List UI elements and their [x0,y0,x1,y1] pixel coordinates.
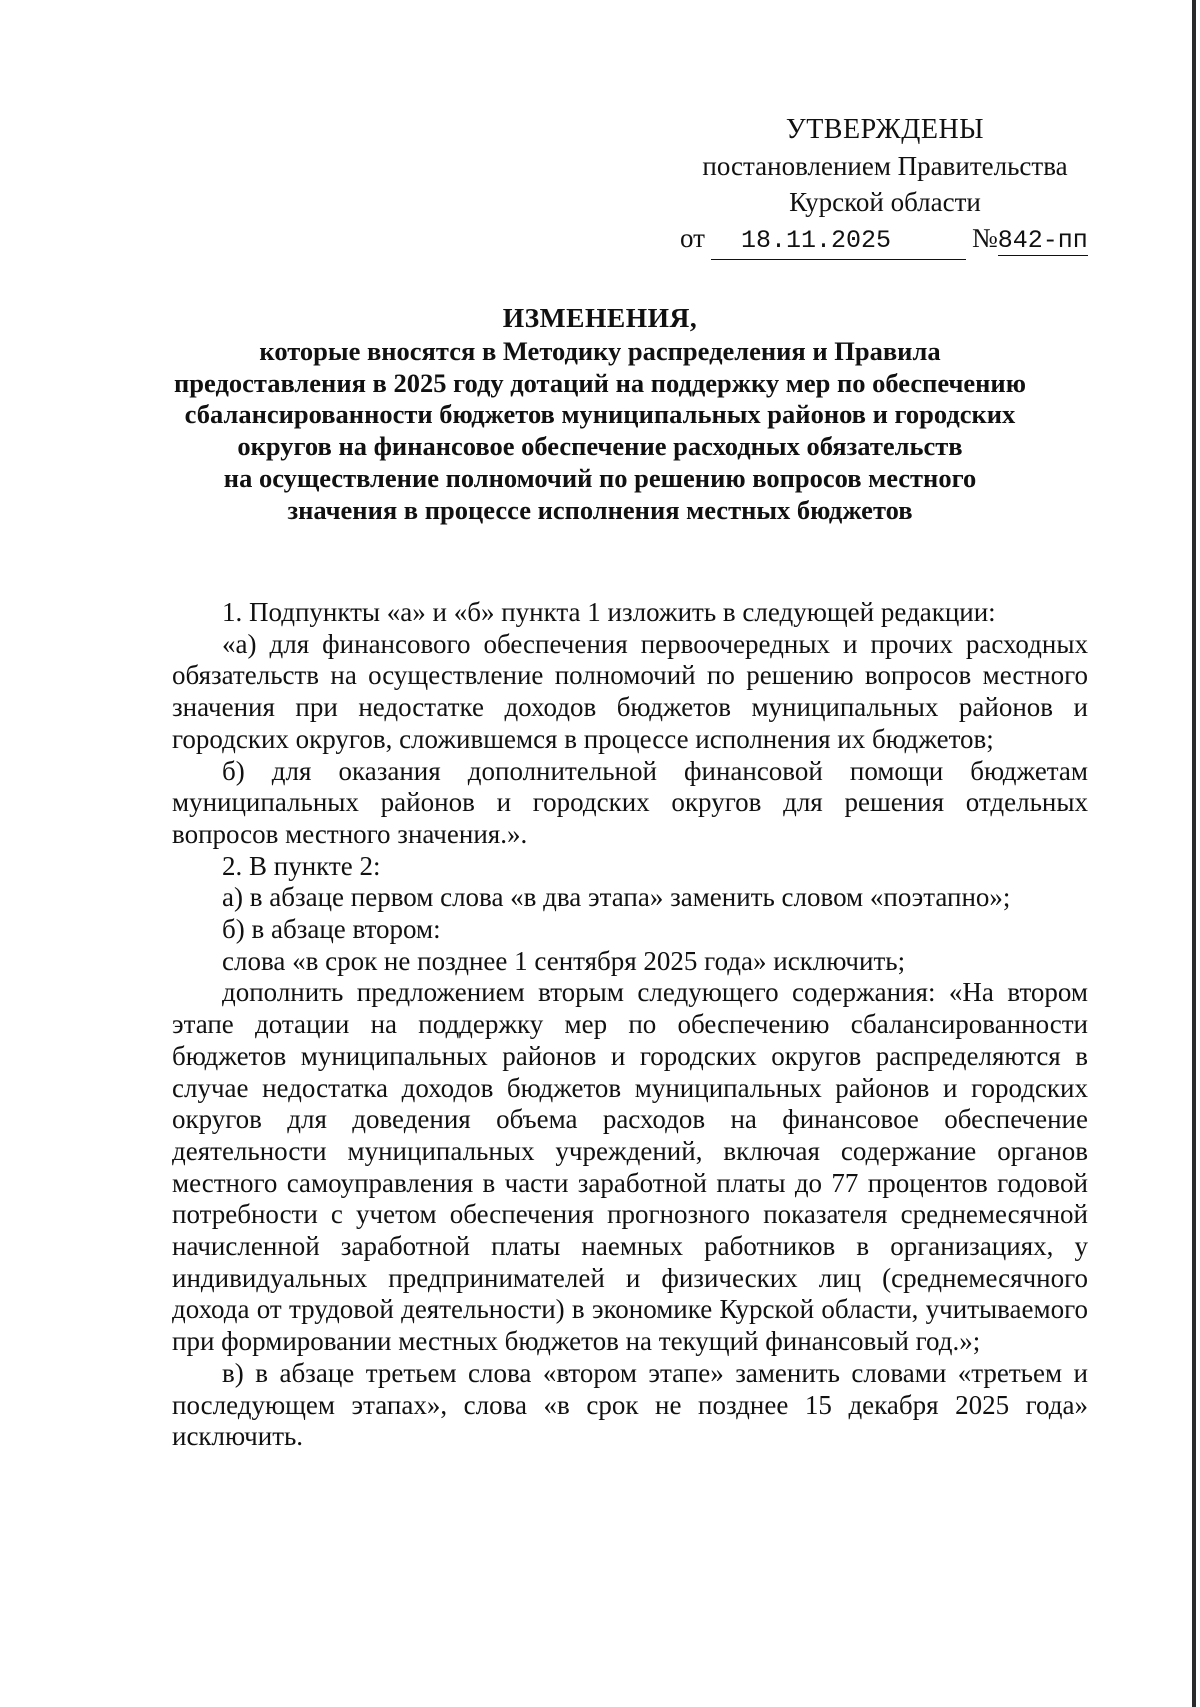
heading-line: округов на финансовое обеспечение расходных обязательств [237,431,963,462]
heading-line: значения в процессе исполнения местных бюджетов [287,494,913,525]
heading-title: ИЗМЕНЕНИЯ, [502,302,698,333]
document-body [172,597,1088,1453]
heading-line: сбалансированности бюджетов муниципальных районов и городских [184,399,1016,430]
paragraph-item-1: 1. Подпункты «а» и «б» пункта 1 изложить в следующей редакции: [222,597,996,627]
approval-date-line [680,220,1090,260]
paragraph-add-sentence: дополнить предложением вторым следующего содержания: «На втором этапе дотации на поддержку мер по обеспечению сбалансированности бюджетов муниципальных районов и городских округов распределяются в случае недостатка доходов бюджетов муниципальных районов и городских округов для доведения объема расходов на финансовое обеспечение деятельности муниципальных учреждений, включая содержание органов местного самоуправления в части заработной платы до 77 процентов годовой потребности с учетом обеспечения прогнозного показателя среднемесячной начисленной заработной платы наемных работников в организациях, у индивидуальных предпринимателей и физических лиц (среднемесячного дохода от трудовой деятельности) в экономике Курской области, учитываемого при формировании местных бюджетов на текущий финансовый год.»; [172,977,1088,1357]
date-prefix: от [680,223,705,253]
approval-stamp-block [680,112,1090,260]
approval-line-1: постановлением Правительства [702,151,1068,181]
heading-line: которые вносятся в Методику распределения и Правила [259,335,941,366]
approval-line-2: Курской области [789,187,981,217]
paragraph-item-2b: б) в абзаце втором: [222,914,441,945]
approval-number: 842-пп [997,226,1088,255]
number-sign: № [971,223,998,253]
scan-border-line [1192,0,1196,1707]
document-heading [150,302,1050,527]
heading-line: на осуществление полномочий по решению вопросов местного [223,462,977,493]
paragraph-subitem-a: «а) для финансового обеспечения первоочередных и прочих расходных обязательств на осуществление полномочий по решению вопросов местного значения при недостатке доходов бюджетов муниципальных районов и городских округов, сложившемся в процессе исполнения их бюджетов; [172,628,1088,754]
paragraph-item-2v: в) в абзаце третьем слова «втором этапе» заменить словами «третьем и последующем этапах», слова «в срок не позднее 15 декабря 2025 года» исключить. [172,1357,1088,1452]
paragraph-subitem-b: б) для оказания дополнительной финансовой помощи бюджетам муниципальных районов и городских округов для решения отдельных вопросов местного значения.». [172,755,1088,849]
paragraph-item-2: 2. В пункте 2: [222,850,381,881]
paragraph-item-2a: а) в абзаце первом слова «в два этапа» заменить словом «поэтапно»; [222,882,1011,913]
approval-date: 18.11.2025 [711,223,966,260]
heading-line: предоставления в 2025 году дотаций на поддержку мер по обеспечению [174,367,1026,398]
paragraph-exclude-words: слова «в срок не позднее 1 сентября 2025 года» исключить; [222,945,906,976]
approval-title: УТВЕРЖДЕНЫ [785,114,985,145]
